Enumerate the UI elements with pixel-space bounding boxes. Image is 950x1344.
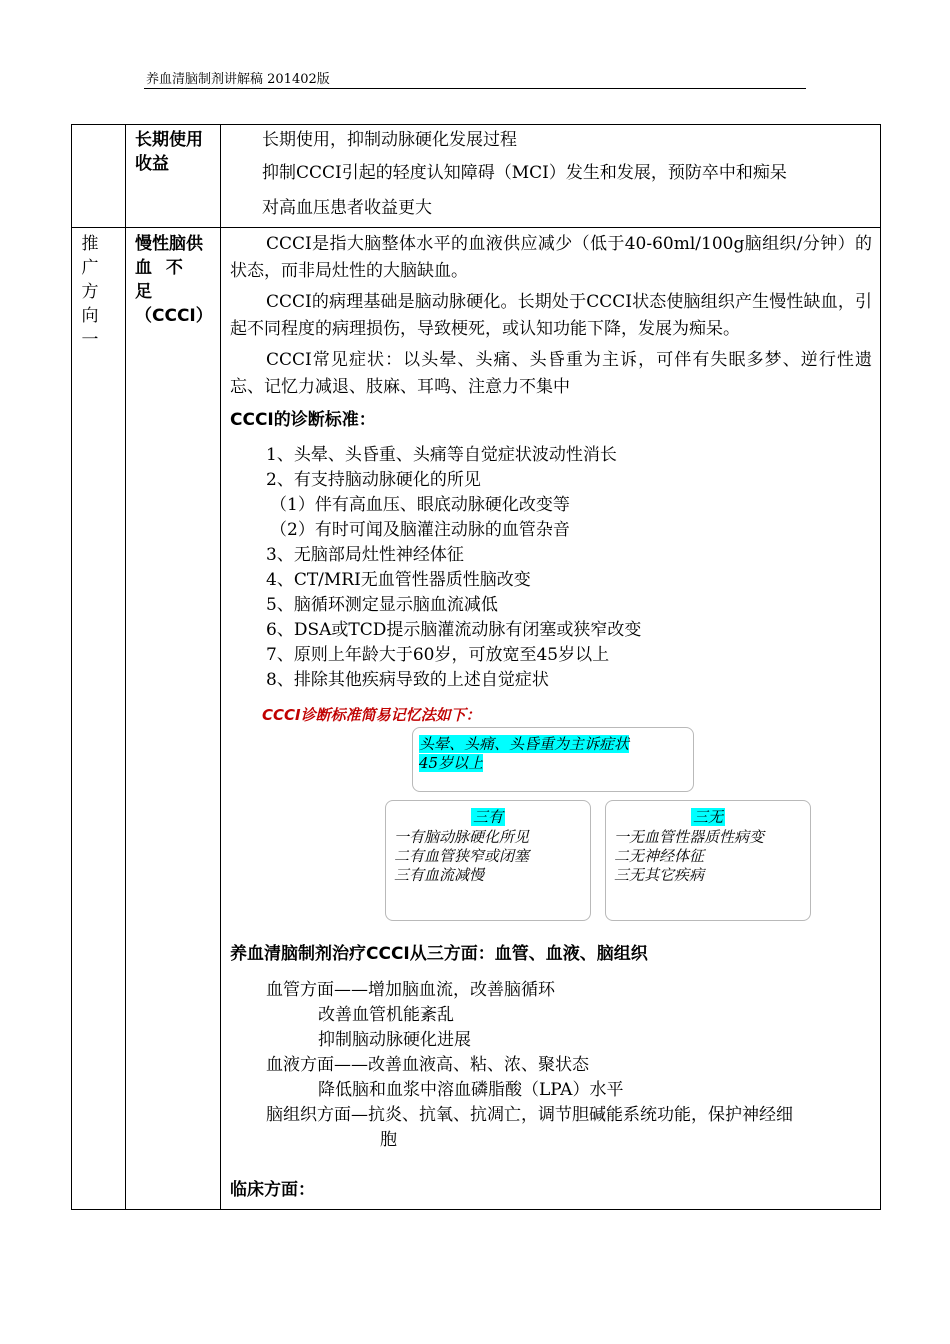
symptoms-paragraph: CCCI常见症状：以头晕、头痛、头昏重为主诉，可伴有失眠多梦、逆行性遗忘、记忆力减退、肢麻、耳鸣、注意力不集中 [230,350,872,397]
top-box-line-2 [419,754,483,773]
highlighted-text: 三无 [692,808,723,826]
diagnosis-item: （2）有时可闻及脑灌注动脉的血管杂音 [270,520,570,540]
diagnosis-item: 1、头晕、头昏重、头痛等自觉症状波动性消长 [266,445,617,465]
diagnosis-item: 5、脑循环测定显示脑血流减低 [266,595,498,615]
diagnosis-item: 6、DSA或TCD提示脑灌流动脉有闭塞或狭窄改变 [266,620,642,640]
left-box-line: 二有血管狭窄或闭塞 [394,847,530,865]
table-col-divider-1 [125,124,126,1210]
highlighted-text: 头晕、头痛、头昏重为主诉症状 [419,735,630,753]
table-top-border [71,124,881,125]
top-box-line-1 [419,735,629,754]
clinical-title: 临床方面： [230,1180,315,1200]
left-box-line: 三有血流减慢 [394,866,485,884]
row1-label: 长期使用收益 [135,130,203,174]
row2-label-line: 血 不 足 [135,258,187,302]
diagnosis-item: 4、CT/MRI无血管性器质性脑改变 [266,570,531,590]
table-right-border [880,124,881,1210]
highlighted-text: 45岁以上 [419,754,484,772]
mnemonic-right-box [605,800,811,921]
row1-line-2: 抑制CCCI引起的轻度认知障碍（MCI）发生和发展，预防卒中和痴呆 [262,163,787,183]
table-left-border [71,124,72,1210]
row1-line-3: 对高血压患者收益更大 [262,198,432,218]
diagnosis-item: （1）伴有高血压、眼底动脉硬化改变等 [270,495,570,515]
mnemonic-top-box [412,727,694,792]
definition-paragraph: CCCI是指大脑整体水平的血液供应减少（低于40-60ml/100g脑组织/分钟）的状态，而非局灶性的大脑缺血。 [230,234,872,281]
right-box-title [606,808,810,827]
row2-label [135,232,215,328]
side-char: 向 [81,306,99,326]
side-char: 一 [81,330,99,350]
treatment-line: 血液方面——改善血液高、粘、浓、聚状态 [266,1055,589,1075]
side-char: 推 [81,234,99,254]
row2-side-label [80,232,100,352]
diagnosis-item: 2、有支持脑动脉硬化的所见 [266,470,481,490]
row2-label-line: （CCCI） [135,306,213,326]
treatment-line: 抑制脑动脉硬化进展 [318,1030,471,1050]
right-box-line: 二无神经体征 [614,847,705,865]
treatment-line: 改善血管机能紊乱 [318,1005,454,1025]
diagnosis-item: 3、无脑部局灶性神经体征 [266,545,464,565]
side-char: 方 [81,282,99,302]
diagnosis-item: 8、排除其他疾病导致的上述自觉症状 [266,670,549,690]
diagnosis-title: CCCI的诊断标准： [230,410,376,430]
row1-line-1: 长期使用，抑制动脉硬化发展过程 [262,130,517,150]
right-box-line: 三无其它疾病 [614,866,705,884]
diagnosis-item: 7、原则上年龄大于60岁，可放宽至45岁以上 [266,645,610,665]
table-bottom-border [71,1209,881,1210]
pathology-paragraph: CCCI的病理基础是脑动脉硬化。长期处于CCCI状态使脑组织产生慢性缺血，引起不同程度的病理损伤，导致梗死，或认知功能下降，发展为痴呆。 [230,292,872,339]
mnemonic-title: CCCI诊断标准简易记忆法如下： [262,706,481,724]
table-col-divider-2 [220,124,221,1210]
treatment-line: 降低脑和血浆中溶血磷脂酸（LPA）水平 [318,1080,624,1100]
treatment-line: 脑组织方面—抗炎、抗氧、抗凋亡，调节胆碱能系统功能，保护神经细 [266,1105,793,1125]
left-box-title [386,808,590,827]
row2-label-line: 慢性脑供 [135,234,203,254]
right-box-line: 一无血管性器质性病变 [614,828,765,846]
treatment-line: 胞 [380,1130,397,1150]
treatment-title: 养血清脑制剂治疗CCCI从三方面：血管、血液、脑组织 [230,944,648,964]
highlighted-text: 三有 [472,808,503,826]
table-row-divider [71,227,881,228]
document-header: 养血清脑制剂讲解稿 201402版 [146,72,330,87]
treatment-line: 血管方面——增加脑血流，改善脑循环 [266,980,555,1000]
mnemonic-left-box [385,800,591,921]
left-box-line: 一有脑动脉硬化所见 [394,828,530,846]
side-char: 广 [81,258,99,278]
header-rule [144,88,806,89]
